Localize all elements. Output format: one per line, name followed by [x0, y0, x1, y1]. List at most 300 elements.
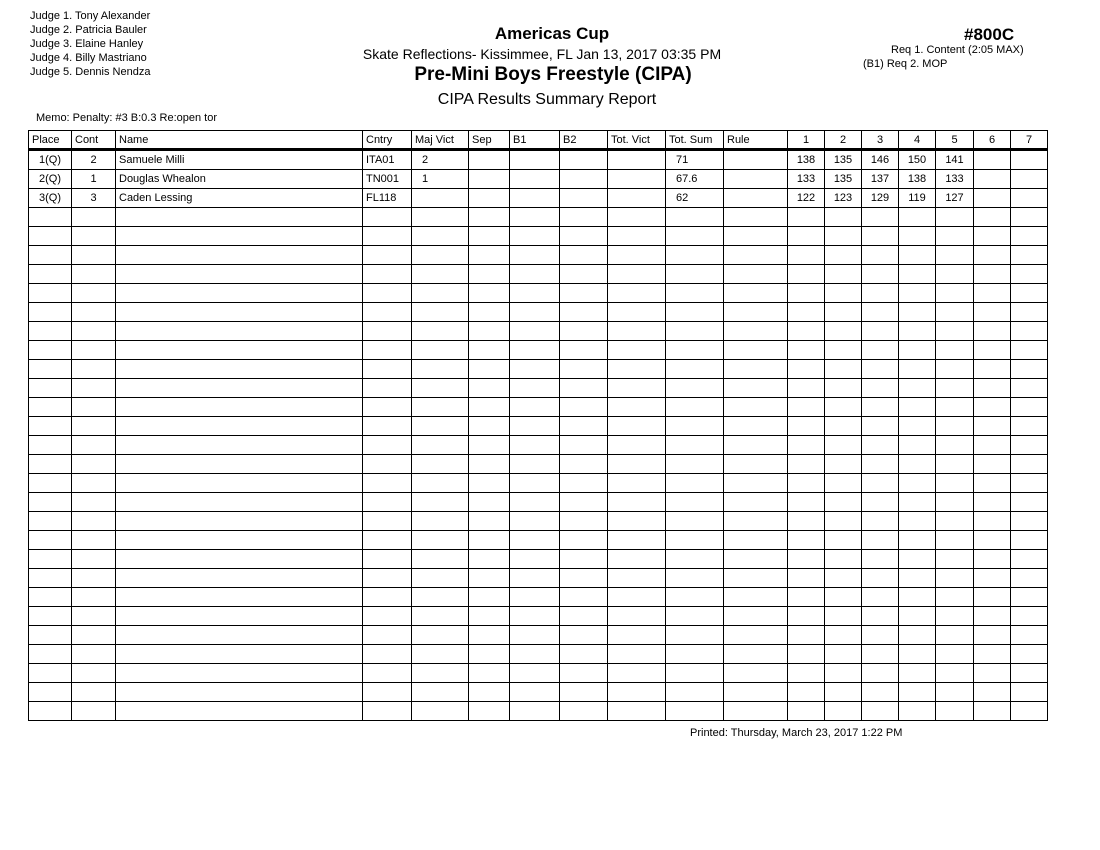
col-b1: B1: [510, 131, 560, 150]
empty-cell: [469, 379, 510, 398]
empty-cell: [1011, 208, 1048, 227]
table-row-empty: [29, 474, 1048, 493]
empty-cell: [724, 265, 788, 284]
empty-cell: [936, 569, 974, 588]
empty-cell: [788, 246, 825, 265]
empty-cell: [560, 284, 608, 303]
empty-cell: [899, 512, 936, 531]
empty-cell: [72, 360, 116, 379]
empty-cell: [724, 398, 788, 417]
empty-cell: [469, 360, 510, 379]
empty-cell: [666, 265, 724, 284]
empty-cell: [899, 588, 936, 607]
empty-cell: [862, 379, 899, 398]
table-row-empty: [29, 512, 1048, 531]
empty-cell: [936, 455, 974, 474]
empty-cell: [724, 531, 788, 550]
table-row-empty: [29, 645, 1048, 664]
col-tot-vict: Tot. Vict: [608, 131, 666, 150]
empty-cell: [974, 265, 1011, 284]
empty-cell: [469, 303, 510, 322]
empty-cell: [510, 512, 560, 531]
empty-cell: [724, 379, 788, 398]
empty-cell: [72, 550, 116, 569]
empty-cell: [825, 227, 862, 246]
empty-cell: [560, 569, 608, 588]
cell-name: Samuele Milli: [116, 150, 363, 170]
empty-cell: [116, 208, 363, 227]
empty-cell: [116, 645, 363, 664]
empty-cell: [788, 626, 825, 645]
cell-rule: [724, 170, 788, 189]
empty-cell: [899, 379, 936, 398]
col-judge-2: 2: [825, 131, 862, 150]
empty-cell: [560, 702, 608, 721]
empty-cell: [560, 246, 608, 265]
cell-cntry: ITA01: [363, 150, 412, 170]
table-row: [29, 189, 1048, 208]
empty-cell: [363, 436, 412, 455]
empty-cell: [363, 341, 412, 360]
empty-cell: [469, 474, 510, 493]
cell-judge-1: 133: [788, 170, 825, 189]
empty-cell: [825, 512, 862, 531]
empty-cell: [1011, 664, 1048, 683]
empty-cell: [116, 379, 363, 398]
empty-cell: [560, 227, 608, 246]
empty-cell: [936, 322, 974, 341]
empty-cell: [724, 360, 788, 379]
empty-cell: [862, 246, 899, 265]
empty-cell: [608, 702, 666, 721]
table-row-empty: [29, 493, 1048, 512]
empty-cell: [899, 246, 936, 265]
competition-title: Americas Cup: [494, 24, 610, 43]
empty-cell: [72, 341, 116, 360]
col-judge-6: 6: [974, 131, 1011, 150]
empty-cell: [116, 360, 363, 379]
empty-cell: [825, 493, 862, 512]
empty-cell: [862, 474, 899, 493]
table-row-empty: [29, 683, 1048, 702]
empty-cell: [72, 246, 116, 265]
empty-cell: [862, 702, 899, 721]
empty-cell: [72, 645, 116, 664]
empty-cell: [608, 531, 666, 550]
cell-cntry: TN001: [363, 170, 412, 189]
empty-cell: [788, 683, 825, 702]
col-judge-7: 7: [1011, 131, 1048, 150]
empty-cell: [412, 284, 469, 303]
empty-cell: [469, 550, 510, 569]
empty-cell: [363, 683, 412, 702]
empty-cell: [1011, 702, 1048, 721]
cell-judge-5: 133: [936, 170, 974, 189]
empty-cell: [936, 531, 974, 550]
empty-cell: [363, 284, 412, 303]
empty-cell: [825, 626, 862, 645]
empty-cell: [788, 550, 825, 569]
empty-cell: [788, 493, 825, 512]
empty-cell: [608, 208, 666, 227]
col-rule: Rule: [724, 131, 788, 150]
empty-cell: [825, 246, 862, 265]
empty-cell: [363, 702, 412, 721]
report-title: CIPA Results Summary Report: [437, 91, 657, 108]
empty-cell: [363, 493, 412, 512]
empty-cell: [899, 227, 936, 246]
empty-cell: [724, 341, 788, 360]
empty-cell: [608, 322, 666, 341]
empty-cell: [666, 417, 724, 436]
empty-cell: [560, 683, 608, 702]
printed-timestamp: Printed: Thursday, March 23, 2017 1:22 PM: [690, 727, 903, 739]
empty-cell: [974, 645, 1011, 664]
empty-cell: [1011, 626, 1048, 645]
empty-cell: [899, 322, 936, 341]
table-row-empty: [29, 569, 1048, 588]
empty-cell: [862, 455, 899, 474]
table-row-empty: [29, 398, 1048, 417]
empty-cell: [560, 664, 608, 683]
empty-cell: [724, 626, 788, 645]
empty-cell: [560, 607, 608, 626]
empty-cell: [608, 550, 666, 569]
empty-cell: [825, 284, 862, 303]
empty-cell: [862, 284, 899, 303]
results-body: [29, 150, 1048, 721]
empty-cell: [116, 341, 363, 360]
judge-1: Judge 1. Tony Alexander: [30, 10, 151, 22]
empty-cell: [363, 588, 412, 607]
empty-cell: [72, 569, 116, 588]
empty-cell: [788, 303, 825, 322]
empty-cell: [666, 683, 724, 702]
cell-judge-6: [974, 189, 1011, 208]
empty-cell: [862, 607, 899, 626]
empty-cell: [724, 588, 788, 607]
empty-cell: [469, 284, 510, 303]
empty-cell: [862, 322, 899, 341]
empty-cell: [29, 265, 72, 284]
empty-cell: [936, 379, 974, 398]
empty-cell: [363, 569, 412, 588]
empty-cell: [936, 208, 974, 227]
empty-cell: [510, 246, 560, 265]
cell-judge-1: 138: [788, 150, 825, 170]
empty-cell: [974, 550, 1011, 569]
empty-cell: [936, 664, 974, 683]
empty-cell: [666, 341, 724, 360]
empty-cell: [724, 322, 788, 341]
empty-cell: [936, 626, 974, 645]
venue-datetime: Skate Reflections- Kissimmee, FL Jan 13, 2017 03:35 PM: [362, 46, 722, 62]
empty-cell: [510, 550, 560, 569]
empty-cell: [510, 702, 560, 721]
cell-maj-vict: [412, 189, 469, 208]
empty-cell: [788, 645, 825, 664]
empty-cell: [29, 417, 72, 436]
empty-cell: [724, 417, 788, 436]
empty-cell: [72, 227, 116, 246]
empty-cell: [666, 493, 724, 512]
empty-cell: [72, 398, 116, 417]
empty-cell: [608, 626, 666, 645]
empty-cell: [560, 417, 608, 436]
cell-judge-2: 123: [825, 189, 862, 208]
empty-cell: [116, 569, 363, 588]
empty-cell: [412, 531, 469, 550]
cell-maj-vict: 1: [412, 170, 469, 189]
empty-cell: [72, 664, 116, 683]
cell-place: 1(Q): [29, 150, 72, 170]
empty-cell: [862, 398, 899, 417]
empty-cell: [825, 607, 862, 626]
empty-cell: [412, 512, 469, 531]
empty-cell: [116, 607, 363, 626]
empty-cell: [608, 645, 666, 664]
table-row-empty: [29, 531, 1048, 550]
empty-cell: [608, 246, 666, 265]
empty-cell: [825, 683, 862, 702]
empty-cell: [862, 588, 899, 607]
empty-cell: [974, 531, 1011, 550]
empty-cell: [899, 607, 936, 626]
empty-cell: [825, 702, 862, 721]
empty-cell: [412, 303, 469, 322]
empty-cell: [510, 531, 560, 550]
empty-cell: [788, 436, 825, 455]
col-cntry: Cntry: [363, 131, 412, 150]
table-row-empty: [29, 626, 1048, 645]
empty-cell: [363, 645, 412, 664]
empty-cell: [29, 683, 72, 702]
empty-cell: [469, 398, 510, 417]
empty-cell: [469, 531, 510, 550]
empty-cell: [974, 436, 1011, 455]
empty-cell: [862, 626, 899, 645]
cell-b1: [510, 170, 560, 189]
empty-cell: [666, 303, 724, 322]
cell-judge-5: 127: [936, 189, 974, 208]
empty-cell: [936, 493, 974, 512]
empty-cell: [510, 474, 560, 493]
cell-judge-7: [1011, 170, 1048, 189]
empty-cell: [666, 398, 724, 417]
empty-cell: [510, 322, 560, 341]
empty-cell: [510, 208, 560, 227]
empty-cell: [666, 607, 724, 626]
cell-cont: 1: [72, 170, 116, 189]
empty-cell: [862, 303, 899, 322]
empty-cell: [72, 455, 116, 474]
empty-cell: [936, 398, 974, 417]
empty-cell: [1011, 284, 1048, 303]
judge-5: Judge 5. Dennis Nendza: [30, 66, 151, 78]
empty-cell: [608, 303, 666, 322]
empty-cell: [788, 455, 825, 474]
col-place: Place: [29, 131, 72, 150]
col-judge-4: 4: [899, 131, 936, 150]
empty-cell: [1011, 455, 1048, 474]
empty-cell: [788, 398, 825, 417]
empty-cell: [29, 569, 72, 588]
empty-cell: [666, 379, 724, 398]
empty-cell: [363, 550, 412, 569]
empty-cell: [412, 341, 469, 360]
empty-cell: [788, 265, 825, 284]
empty-cell: [608, 227, 666, 246]
empty-cell: [412, 360, 469, 379]
empty-cell: [608, 607, 666, 626]
empty-cell: [412, 683, 469, 702]
empty-cell: [412, 645, 469, 664]
empty-cell: [363, 246, 412, 265]
empty-cell: [666, 455, 724, 474]
empty-cell: [788, 512, 825, 531]
empty-cell: [899, 398, 936, 417]
empty-cell: [412, 227, 469, 246]
empty-cell: [363, 531, 412, 550]
cell-judge-3: 137: [862, 170, 899, 189]
empty-cell: [666, 474, 724, 493]
empty-cell: [560, 436, 608, 455]
empty-cell: [29, 493, 72, 512]
empty-cell: [363, 607, 412, 626]
empty-cell: [862, 265, 899, 284]
empty-cell: [974, 360, 1011, 379]
empty-cell: [666, 360, 724, 379]
empty-cell: [510, 417, 560, 436]
empty-cell: [974, 588, 1011, 607]
empty-cell: [899, 702, 936, 721]
empty-cell: [510, 683, 560, 702]
empty-cell: [974, 303, 1011, 322]
table-row-empty: [29, 607, 1048, 626]
empty-cell: [788, 607, 825, 626]
cell-b2: [560, 150, 608, 170]
empty-cell: [825, 379, 862, 398]
empty-cell: [862, 531, 899, 550]
empty-cell: [974, 512, 1011, 531]
empty-cell: [116, 550, 363, 569]
empty-cell: [29, 360, 72, 379]
empty-cell: [788, 227, 825, 246]
empty-cell: [936, 683, 974, 702]
empty-cell: [412, 436, 469, 455]
empty-cell: [936, 702, 974, 721]
empty-cell: [72, 303, 116, 322]
empty-cell: [899, 493, 936, 512]
judge-4: Judge 4. Billy Mastriano: [30, 52, 147, 64]
empty-cell: [825, 360, 862, 379]
empty-cell: [936, 512, 974, 531]
empty-cell: [788, 360, 825, 379]
cell-tot-sum: 67.6: [666, 170, 724, 189]
empty-cell: [936, 474, 974, 493]
empty-cell: [560, 645, 608, 664]
empty-cell: [825, 550, 862, 569]
empty-cell: [666, 246, 724, 265]
cell-judge-3: 146: [862, 150, 899, 170]
empty-cell: [974, 379, 1011, 398]
cell-judge-6: [974, 150, 1011, 170]
empty-cell: [862, 683, 899, 702]
empty-cell: [116, 455, 363, 474]
cell-judge-4: 150: [899, 150, 936, 170]
empty-cell: [29, 436, 72, 455]
empty-cell: [560, 455, 608, 474]
empty-cell: [788, 531, 825, 550]
empty-cell: [608, 664, 666, 683]
empty-cell: [116, 322, 363, 341]
empty-cell: [510, 436, 560, 455]
empty-cell: [788, 664, 825, 683]
empty-cell: [788, 588, 825, 607]
empty-cell: [412, 265, 469, 284]
empty-cell: [29, 246, 72, 265]
empty-cell: [469, 607, 510, 626]
empty-cell: [862, 493, 899, 512]
cell-judge-4: 138: [899, 170, 936, 189]
empty-cell: [72, 322, 116, 341]
empty-cell: [29, 227, 72, 246]
empty-cell: [510, 664, 560, 683]
empty-cell: [29, 322, 72, 341]
empty-cell: [936, 436, 974, 455]
table-row-empty: [29, 455, 1048, 474]
empty-cell: [560, 474, 608, 493]
empty-cell: [862, 512, 899, 531]
cell-tot-sum: 71: [666, 150, 724, 170]
event-code: #800C: [964, 25, 1015, 44]
empty-cell: [1011, 227, 1048, 246]
empty-cell: [1011, 379, 1048, 398]
empty-cell: [510, 493, 560, 512]
empty-cell: [608, 569, 666, 588]
empty-cell: [862, 417, 899, 436]
empty-cell: [974, 284, 1011, 303]
empty-cell: [899, 683, 936, 702]
cell-judge-3: 129: [862, 189, 899, 208]
empty-cell: [363, 398, 412, 417]
empty-cell: [412, 208, 469, 227]
table-row-empty: [29, 360, 1048, 379]
table-row-empty: [29, 341, 1048, 360]
cell-place: 3(Q): [29, 189, 72, 208]
empty-cell: [724, 683, 788, 702]
table-row-empty: [29, 246, 1048, 265]
empty-cell: [469, 645, 510, 664]
empty-cell: [116, 227, 363, 246]
empty-cell: [666, 227, 724, 246]
empty-cell: [560, 208, 608, 227]
table-row-empty: [29, 265, 1048, 284]
empty-cell: [469, 322, 510, 341]
table-row-empty: [29, 664, 1048, 683]
empty-cell: [825, 588, 862, 607]
empty-cell: [469, 227, 510, 246]
empty-cell: [116, 493, 363, 512]
empty-cell: [788, 341, 825, 360]
empty-cell: [510, 645, 560, 664]
empty-cell: [825, 569, 862, 588]
empty-cell: [412, 550, 469, 569]
cell-cont: 2: [72, 150, 116, 170]
cell-sep: [469, 170, 510, 189]
empty-cell: [469, 417, 510, 436]
empty-cell: [469, 246, 510, 265]
